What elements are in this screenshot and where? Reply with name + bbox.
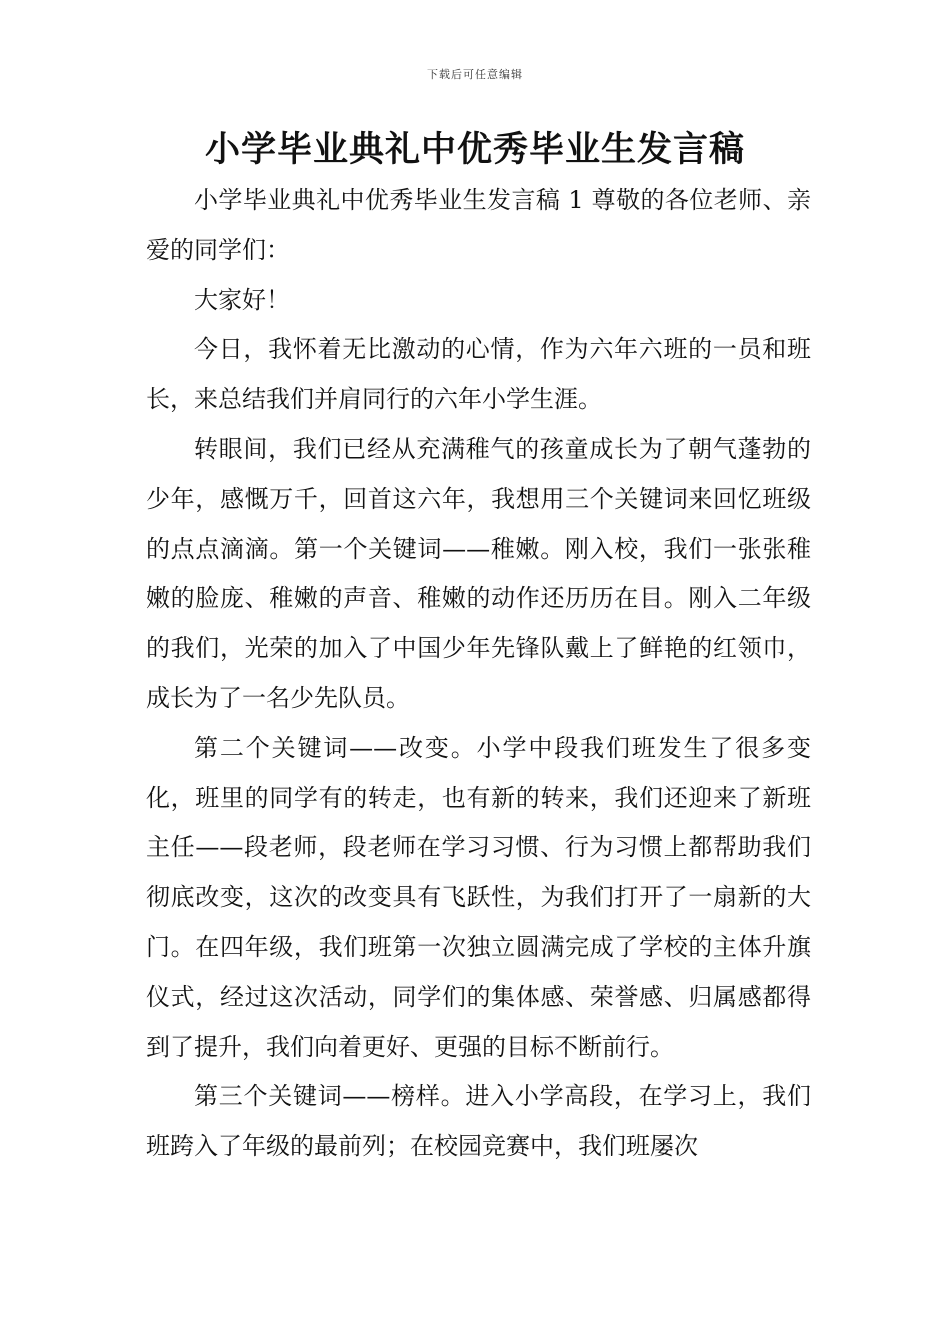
- paragraph-hello: 大家好！: [194, 285, 290, 314]
- paragraph-keyword-1: 转眼间，我们已经从充满稚气的孩童成长为了朝气蓬勃的少年，感慨万千，回首这六年，我想用三个关键词来回忆班级的点点滴滴。第一个关键词——稚嫩。刚入校，我们一张张稚嫩的脸庞、稚嫩的声音、稚嫩的动作还历历在目。刚入二年级的我们，光荣的加入了中国少年先锋队戴上了鲜艳的红领巾，成长为了一名少先队员。: [146, 434, 811, 712]
- header-note: 下载后可任意编辑: [427, 68, 523, 81]
- paragraph-keyword-3: 第三个关键词——榜样。进入小学高段，在学习上，我们班跨入了年级的最前列；在校园竞赛中，我们班屡次: [146, 1082, 811, 1161]
- document-body: [146, 176, 811, 1172]
- paragraph-intro: 今日，我怀着无比激动的心情，作为六年六班的一员和班长，来总结我们并肩同行的六年小学生涯。: [146, 335, 811, 414]
- paragraph-greeting: 小学毕业典礼中优秀毕业生发言稿 1 尊敬的各位老师、亲爱的同学们：: [146, 186, 811, 264]
- document-title: 小学毕业典礼中优秀毕业生发言稿: [204, 129, 745, 170]
- paragraph-keyword-2: 第二个关键词——改变。小学中段我们班发生了很多变化，班里的同学有的转走，也有新的转来，我们还迎来了新班主任——段老师，段老师在学习习惯、行为习惯上都帮助我们彻底改变，这次的改变具有飞跃性，为我们打开了一扇新的大门。在四年级，我们班第一次独立圆满完成了学校的主体升旗仪式，经过这次活动，同学们的集体感、荣誉感、归属感都得到了提升，我们向着更好、更强的目标不断前行。: [146, 733, 811, 1061]
